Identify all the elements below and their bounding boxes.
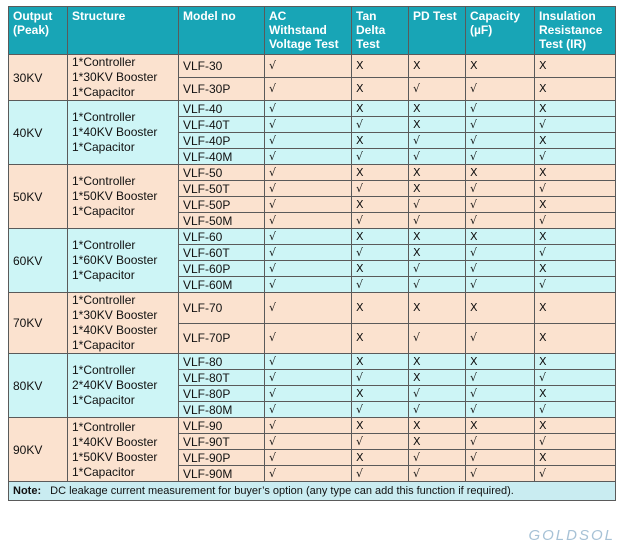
cap-cell: √ [466,434,535,450]
ac-cell: √ [265,197,352,213]
structure-line: 1*50KV Booster [72,449,158,464]
structure-line: 1*Capacitor [72,268,135,282]
ir-cell: X [535,293,616,324]
tan-cell: X [352,261,409,277]
ir-cell: X [535,450,616,466]
ir-cell: √ [535,181,616,197]
ir-cell: X [535,261,616,277]
tan-cell: √ [352,466,409,482]
tan-cell: X [352,354,409,370]
cap-cell: √ [466,101,535,117]
ir-cell: X [535,229,616,245]
pd-cell: X [409,418,466,434]
note-cell [9,482,616,501]
ac-cell: √ [265,450,352,466]
model-cell: VLF-50 [179,165,265,181]
tan-cell: √ [352,149,409,165]
structure-line: 1*Controller [72,363,136,377]
ac-cell: √ [265,434,352,450]
ir-cell: X [535,197,616,213]
structure-line: 2*40KV Booster [72,378,158,392]
spec-table-container [8,6,615,501]
ir-cell: X [535,165,616,181]
tan-cell: √ [352,213,409,229]
ac-cell: √ [265,101,352,117]
model-cell: VLF-90T [179,434,265,450]
output-cell: 60KV [9,229,68,293]
cap-cell: √ [466,277,535,293]
model-cell: VLF-40T [179,117,265,133]
table-row [9,418,616,434]
model-cell: VLF-50T [179,181,265,197]
tan-cell: X [352,55,409,78]
pd-cell: √ [409,213,466,229]
watermark-logo: GOLDSOL [528,527,615,544]
model-cell: VLF-40M [179,149,265,165]
table-body [9,55,616,482]
ac-cell: √ [265,386,352,402]
ir-cell: √ [535,149,616,165]
structure-line: 1*Capacitor [72,393,135,407]
ir-cell: √ [535,402,616,418]
ac-cell: √ [265,466,352,482]
structure-cell [68,418,179,482]
cap-cell: √ [466,323,535,354]
output-cell: 30KV [9,55,68,101]
structure-cell [68,229,179,293]
ir-cell: X [535,101,616,117]
ac-cell: √ [265,181,352,197]
ir-cell: √ [535,245,616,261]
tan-cell: X [352,229,409,245]
cap-cell: X [466,55,535,78]
header-structure: Structure [68,7,179,55]
structure-line: 1*30KV Booster [72,70,158,84]
cap-cell: √ [466,245,535,261]
structure-line: 1*Controller [72,419,136,434]
pd-cell: X [409,434,466,450]
model-cell: VLF-30 [179,55,265,78]
ac-cell: √ [265,323,352,354]
model-cell: VLF-60T [179,245,265,261]
pd-cell: X [409,245,466,261]
model-cell: VLF-80 [179,354,265,370]
structure-line: 1*Controller [72,55,136,69]
header-output: Output (Peak) [9,7,68,55]
table-row [9,229,616,245]
model-cell: VLF-50M [179,213,265,229]
structure-line: 1*Capacitor [72,140,135,154]
note-row [9,482,616,501]
cap-cell: √ [466,117,535,133]
ir-cell: √ [535,277,616,293]
structure-line: 1*Capacitor [72,464,135,479]
tan-cell: √ [352,277,409,293]
cap-cell: √ [466,370,535,386]
output-cell: 80KV [9,354,68,418]
ac-cell: √ [265,354,352,370]
output-cell: 70KV [9,293,68,354]
pd-cell: √ [409,466,466,482]
ir-cell: √ [535,466,616,482]
structure-line: 1*Controller [72,110,136,124]
model-cell: VLF-40 [179,101,265,117]
pd-cell: X [409,101,466,117]
tan-cell: X [352,101,409,117]
table-row [9,293,616,324]
tan-cell: √ [352,181,409,197]
structure-line: 1*Capacitor [72,338,135,352]
tan-cell: √ [352,402,409,418]
cap-cell: √ [466,386,535,402]
structure-line: 1*60KV Booster [72,253,158,267]
ir-cell: X [535,78,616,101]
cap-cell: X [466,229,535,245]
model-cell: VLF-30P [179,78,265,101]
pd-cell: X [409,165,466,181]
tan-cell: √ [352,117,409,133]
pd-cell: X [409,181,466,197]
structure-cell [68,354,179,418]
tan-cell: X [352,450,409,466]
structure-line: 1*40KV Booster [72,434,158,449]
ir-cell: √ [535,434,616,450]
ac-cell: √ [265,229,352,245]
model-cell: VLF-60M [179,277,265,293]
structure-line: 1*Capacitor [72,85,135,99]
ac-cell: √ [265,78,352,101]
table-row [9,55,616,78]
ac-cell: √ [265,261,352,277]
pd-cell: √ [409,197,466,213]
cap-cell: √ [466,450,535,466]
structure-cell [68,165,179,229]
tan-cell: X [352,78,409,101]
cap-cell: √ [466,197,535,213]
structure-line: 1*Controller [72,174,136,188]
structure-cell [68,55,179,101]
pd-cell: X [409,55,466,78]
ac-cell: √ [265,117,352,133]
model-cell: VLF-90M [179,466,265,482]
tan-cell: X [352,323,409,354]
pd-cell: √ [409,261,466,277]
pd-cell: X [409,370,466,386]
ir-cell: X [535,418,616,434]
cap-cell: √ [466,149,535,165]
model-cell: VLF-80M [179,402,265,418]
cap-cell: √ [466,181,535,197]
pd-cell: X [409,229,466,245]
table-row [9,354,616,370]
tan-cell: √ [352,245,409,261]
tan-cell: X [352,133,409,149]
pd-cell: X [409,117,466,133]
header-ac-test: AC Withstand Voltage Test [265,7,352,55]
structure-cell [68,101,179,165]
vlf-spec-table [8,6,616,501]
ir-cell: √ [535,117,616,133]
pd-cell: √ [409,277,466,293]
ac-cell: √ [265,149,352,165]
structure-line: 1*40KV Booster [72,125,158,139]
ir-cell: √ [535,370,616,386]
ir-cell: X [535,323,616,354]
tan-cell: X [352,386,409,402]
structure-line: 1*Controller [72,238,136,252]
header-pd-test: PD Test [409,7,466,55]
model-cell: VLF-40P [179,133,265,149]
output-cell: 40KV [9,101,68,165]
header-ir-test: Insulation Resistance Test (IR) [535,7,616,55]
cap-cell: √ [466,78,535,101]
ac-cell: √ [265,213,352,229]
tan-cell: √ [352,370,409,386]
ac-cell: √ [265,293,352,324]
ir-cell: X [535,133,616,149]
tan-cell: √ [352,434,409,450]
output-cell: 90KV [9,418,68,482]
model-cell: VLF-90 [179,418,265,434]
structure-line: 1*40KV Booster [72,323,158,337]
ac-cell: √ [265,165,352,181]
cap-cell: √ [466,133,535,149]
cap-cell: √ [466,213,535,229]
cap-cell: X [466,165,535,181]
model-cell: VLF-90P [179,450,265,466]
cap-cell: √ [466,261,535,277]
note-text: DC leakage current measurement for buyer’s option (any type can add this function if required). [50,485,514,497]
pd-cell: X [409,354,466,370]
tan-cell: X [352,418,409,434]
header-model: Model no [179,7,265,55]
cap-cell: X [466,354,535,370]
output-cell: 50KV [9,165,68,229]
header-row [9,7,616,55]
pd-cell: √ [409,149,466,165]
ac-cell: √ [265,418,352,434]
model-cell: VLF-70P [179,323,265,354]
ac-cell: √ [265,277,352,293]
structure-line: 1*Controller [72,293,136,307]
ir-cell: X [535,354,616,370]
pd-cell: √ [409,450,466,466]
pd-cell: √ [409,78,466,101]
ac-cell: √ [265,402,352,418]
ir-cell: √ [535,213,616,229]
ir-cell: X [535,386,616,402]
pd-cell: √ [409,323,466,354]
model-cell: VLF-60 [179,229,265,245]
structure-cell [68,293,179,354]
model-cell: VLF-80P [179,386,265,402]
header-tan-delta-test: Tan Delta Test [352,7,409,55]
pd-cell: √ [409,386,466,402]
table-row [9,165,616,181]
structure-line: 1*50KV Booster [72,189,158,203]
table-row [9,101,616,117]
header-capacity: Capacity (µF) [466,7,535,55]
structure-line: 1*Capacitor [72,204,135,218]
ac-cell: √ [265,245,352,261]
pd-cell: X [409,293,466,324]
model-cell: VLF-50P [179,197,265,213]
cap-cell: X [466,418,535,434]
pd-cell: √ [409,402,466,418]
pd-cell: √ [409,133,466,149]
model-cell: VLF-70 [179,293,265,324]
structure-line: 1*30KV Booster [72,308,158,322]
model-cell: VLF-60P [179,261,265,277]
tan-cell: X [352,165,409,181]
cap-cell: √ [466,466,535,482]
tan-cell: X [352,197,409,213]
tan-cell: X [352,293,409,324]
ac-cell: √ [265,55,352,78]
note-label: Note: [13,485,42,497]
ac-cell: √ [265,133,352,149]
cap-cell: X [466,293,535,324]
model-cell: VLF-80T [179,370,265,386]
ac-cell: √ [265,370,352,386]
ir-cell: X [535,55,616,78]
cap-cell: √ [466,402,535,418]
